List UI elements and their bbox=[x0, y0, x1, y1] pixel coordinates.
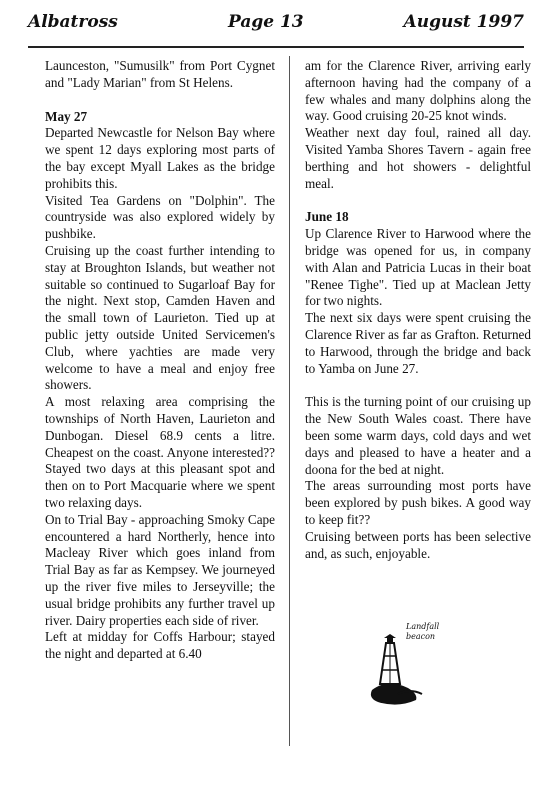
section-heading-june-18: June 18 bbox=[305, 209, 349, 225]
paragraph: Launceston, "Sumusilk" from Port Cygnet and "Lady Marian" from St Helens. bbox=[45, 58, 275, 90]
paragraph: A most relaxing area comprising the townships of North Haven, Laurieton and Dunbogan. Diesel 68.9 cents a litre. Cheapest on the coast. Anyone interested?? Stayed two days at this pleasant spot and then on to Port Macquarie where we spent two relaxing days. bbox=[45, 394, 275, 510]
logo-caption-line: beacon bbox=[406, 632, 436, 641]
paragraph: On to Trial Bay - approaching Smoky Cape encountered a hard Northerly, hence into Macleay River which goes inland from Trial Bay as far as Kempsey. We journeyed up the river five miles to Jerseyville; the usual bridge prohibits any further travel up river. Dairy properties each side of river. bbox=[45, 511, 275, 628]
paragraph: Up Clarence River to Harwood where the bridge was opened for us, in company with Alan and Patricia Lucas in their boat "Renee Tighe". Tied up at Maclean Jetty for two nights. bbox=[305, 226, 531, 309]
paragraph: Left at midday for Coffs Harbour; stayed the night and departed at 6.40 bbox=[45, 629, 275, 662]
section-heading-may-27: May 27 bbox=[45, 108, 88, 124]
column-divider bbox=[289, 56, 290, 746]
logo-caption bbox=[406, 622, 439, 642]
paragraph: Cruising between ports has been selective and, as such, enjoyable. bbox=[305, 528, 531, 561]
newsletter-title: Albatross bbox=[28, 12, 118, 32]
left-column bbox=[45, 58, 275, 663]
paragraph: Departed Newcastle for Nelson Bay where we spent 12 days exploring most parts of the bay except Myall Lakes as the bridge prohibits this. bbox=[45, 125, 275, 191]
paragraph: Cruising up the coast further intending to stay at Broughton Islands, but weather not suitable so continued to Sugarloaf Bay for the night. Next stop, Camden Haven and the small town of Laurieton. Tied up at public jetty outside United Servicemen's Club, where yachties are made very welcome to have a meal and enjoy free showers. bbox=[45, 242, 275, 393]
paragraph: This is the turning point of our cruising up the New South Wales coast. There have been some warm days, cold days and wet days and pleased to have a heater and a doona for the bed at night. bbox=[305, 394, 531, 477]
logo-caption-line: Landfall bbox=[406, 622, 440, 631]
paragraph: The next six days were spent cruising the Clarence River as far as Grafton. Returned to Harwood, through the bridge and back to Yamba on June 27. bbox=[305, 310, 531, 376]
page-number: Page 13 bbox=[228, 12, 304, 32]
paragraph: Visited Tea Gardens on "Dolphin". The countryside was also explored widely by pushbike. bbox=[45, 192, 275, 242]
header-rule bbox=[28, 46, 524, 48]
paragraph: The areas surrounding most ports have been explored by push bikes. A good way to keep fit?? bbox=[305, 478, 531, 527]
right-column bbox=[305, 58, 531, 562]
paragraph: am for the Clarence River, arriving early afternoon having had the company of a few whales and many dolphins along the way. Good cruising 20-25 knot winds. bbox=[305, 58, 531, 124]
page-header bbox=[28, 8, 524, 42]
paragraph: Weather next day foul, rained all day. Visited Yamba Shores Tavern - again free berthing and hot showers - delightful meal. bbox=[305, 125, 531, 191]
issue-date: August 1997 bbox=[403, 12, 524, 32]
